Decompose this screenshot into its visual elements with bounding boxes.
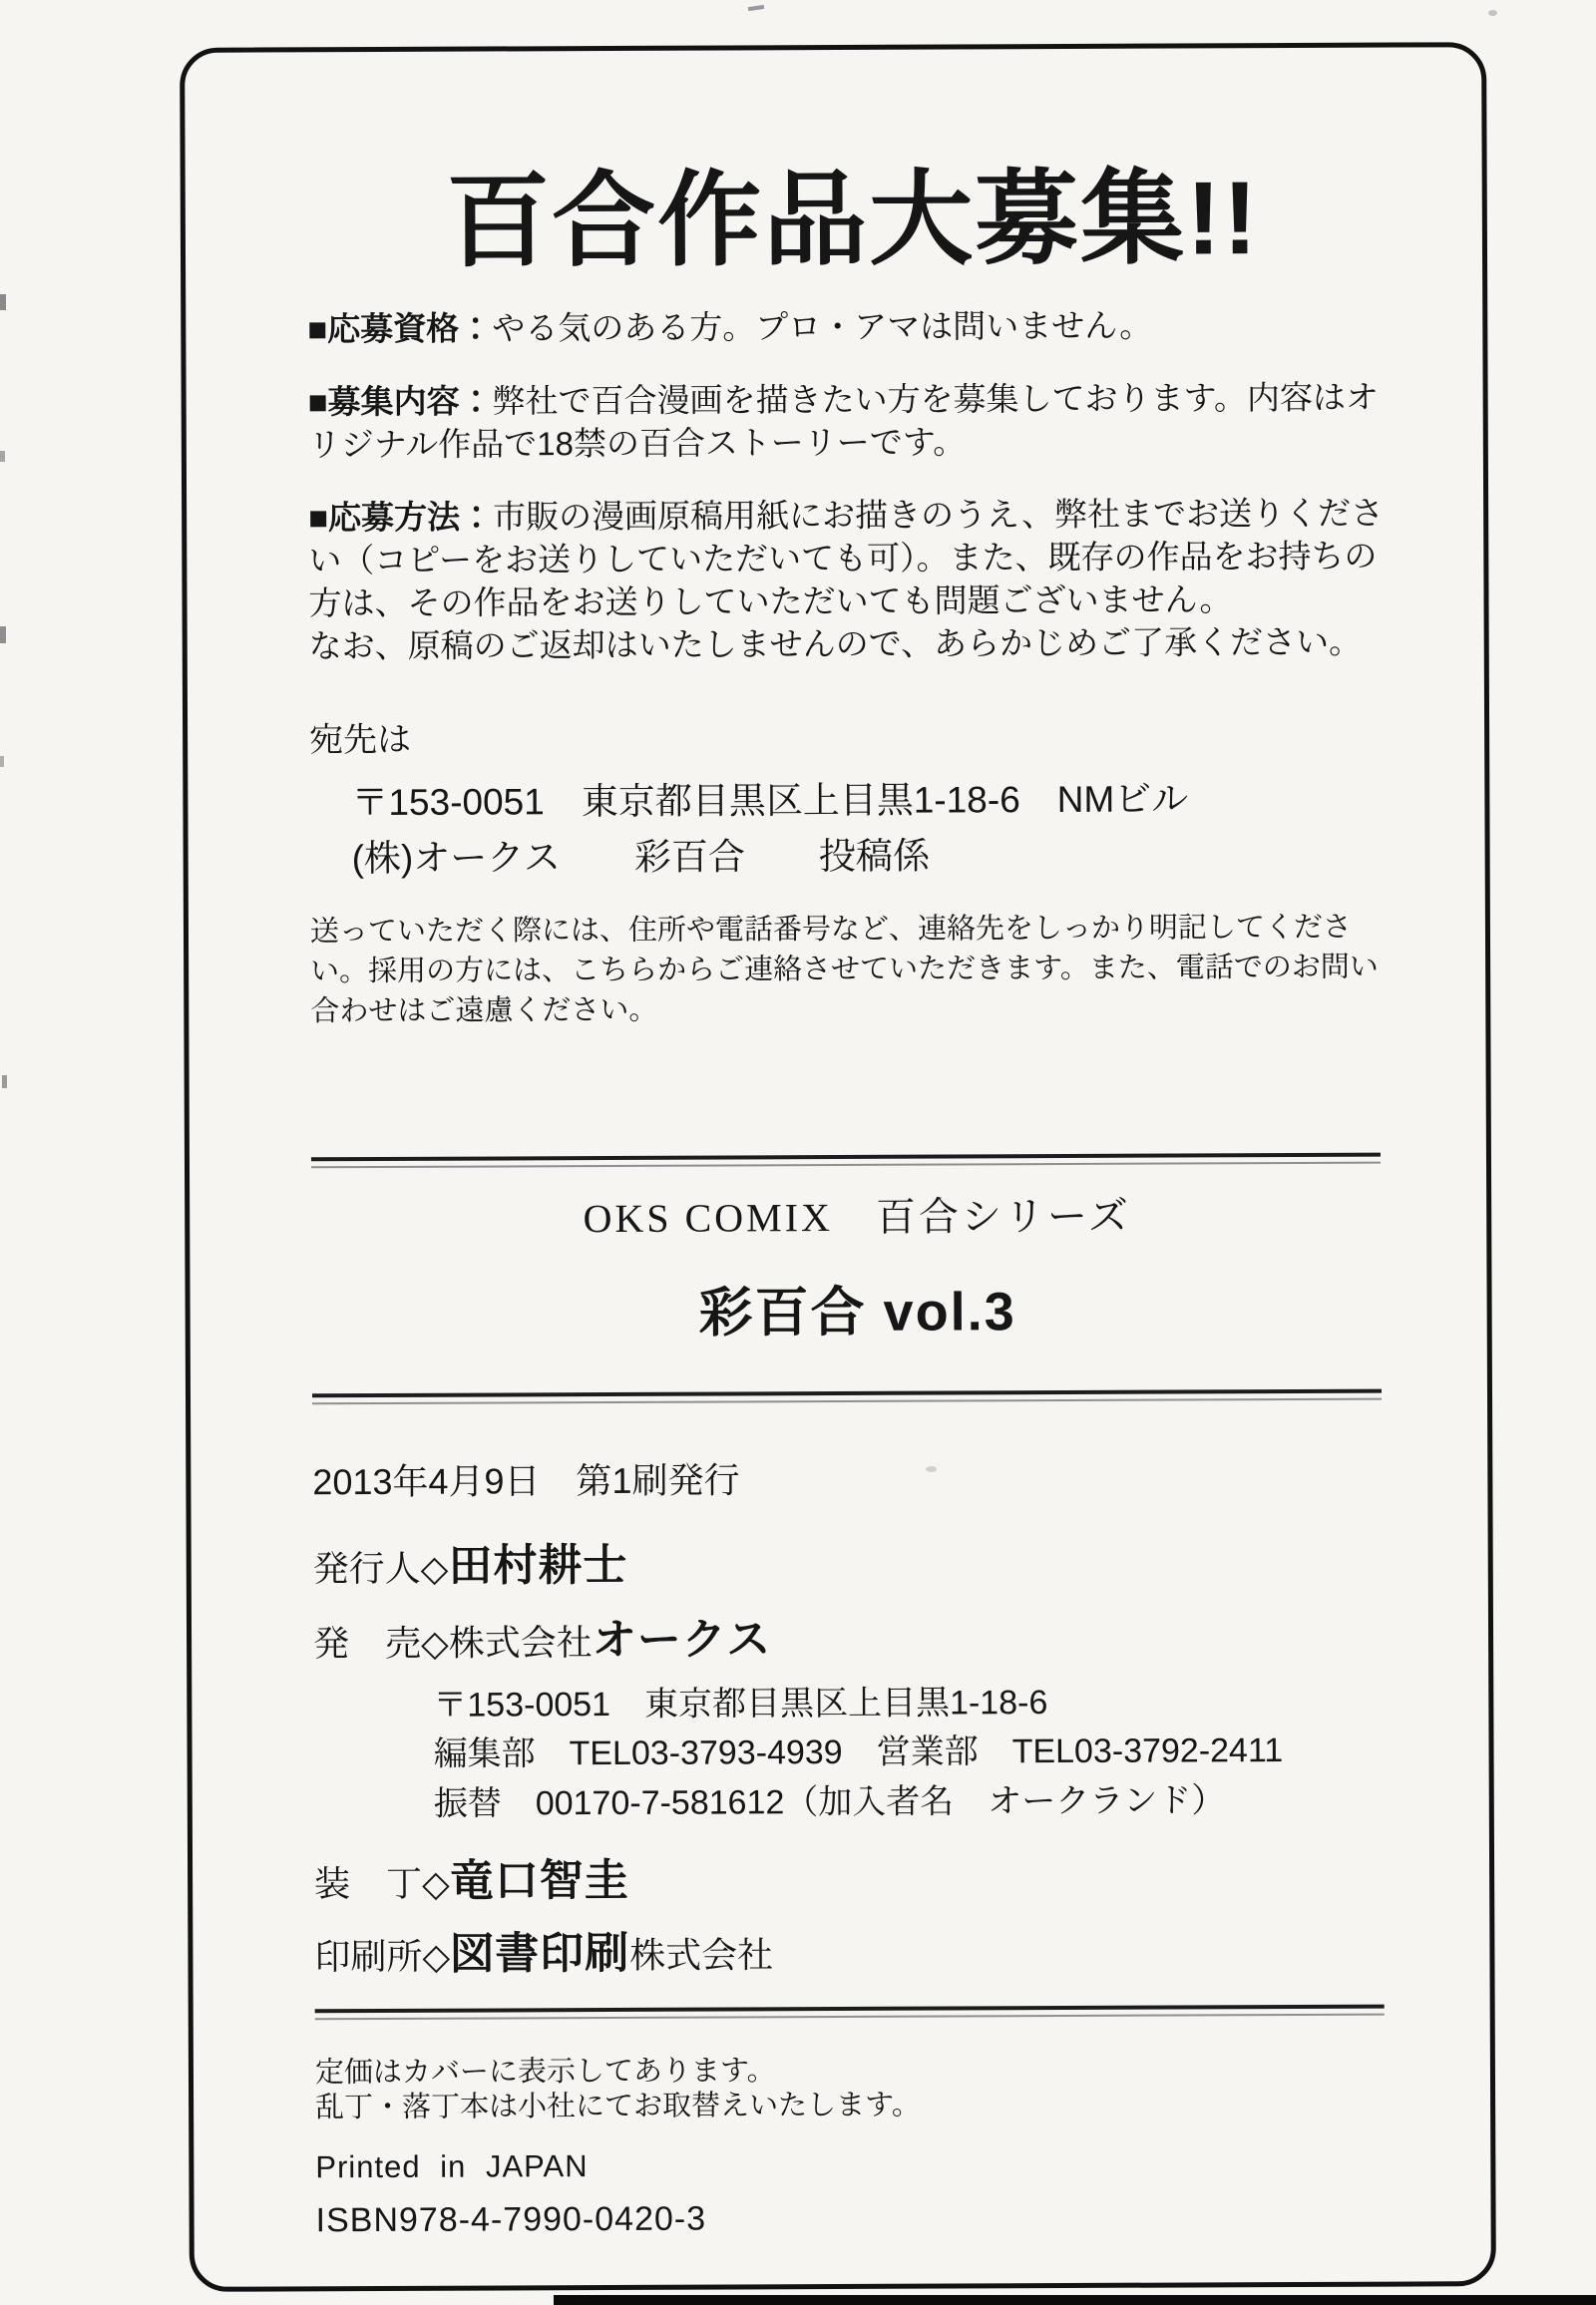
defective-copy-note: 乱丁・落丁本は小社にてお取替えいたします。 <box>315 2089 921 2124</box>
price-note: 定価はカバーに表示してあります。 <box>314 2055 776 2090</box>
separator-rule-middle <box>312 1388 1382 1404</box>
paragraph-text: やる気のある方。プロ・アマは問いません。 <box>492 306 1153 347</box>
seller-label: 発 売◇ <box>312 1622 449 1665</box>
paragraph-label: ■応募方法： <box>308 498 494 537</box>
paragraph-text: 弊社で百合漫画を描きたい方を募集しております。内容はオリジナル作品で18禁の百合ストーリーです。 <box>307 378 1380 464</box>
submission-address-line2: (株)オークス 彩百合 投稿係 <box>351 835 931 879</box>
scan-speck <box>748 5 764 11</box>
paragraph-qualifications <box>307 304 1398 352</box>
scan-speck <box>0 294 6 310</box>
paragraph-text-continued: なお、原稿のご返却はいたしませんので、あらかじめご了承ください。 <box>308 622 1363 664</box>
printer-label: 印刷所◇ <box>314 1935 451 1978</box>
recruitment-title: 百合作品大募集!! <box>445 161 1260 280</box>
designer-name: 竜口智圭 <box>449 1855 629 1906</box>
scan-speck <box>0 451 5 462</box>
publisher-person-line <box>313 1533 1404 1595</box>
paragraph-contents <box>308 377 1399 468</box>
address-heading: 宛先は <box>309 720 412 759</box>
series-name: OKS COMIX 百合シリーズ <box>583 1193 1131 1241</box>
paragraph-text: 市販の漫画原稿用紙にお描きのうえ、弊社までお送りください（コピーをお送りしていただいても可）。また、既存の作品をお持ちの方は、その作品をお送りしていただいても問題ございません。 <box>308 494 1385 622</box>
separator-rule-top <box>311 1152 1381 1168</box>
separator-rule-bottom <box>315 2005 1385 2021</box>
postal-transfer-account: 振替 00170-7-581612（加入者名 オークランド） <box>433 1780 1226 1823</box>
scan-edge-artifact <box>554 2295 1596 2305</box>
edition-date-line: 2013年4月9日 第1刷発行 <box>312 1459 740 1503</box>
publisher-person-label: 発行人◇ <box>312 1547 449 1589</box>
publisher-address: 〒153-0051 東京都目黒区上目黒1-18-6 <box>433 1684 1048 1725</box>
printed-in-japan: Printed in JAPAN <box>315 2147 589 2185</box>
paragraph-label: ■応募資格： <box>307 309 493 348</box>
printer-company-suffix: 株式会社 <box>629 1934 774 1976</box>
submission-note: 送っていただく際には、住所や電話番号など、連絡先をしっかり明記してください。採用の方には、こちらからご連絡させていただきます。また、電話でのお問い合わせはご遠慮ください。 <box>309 911 1379 1027</box>
book-design-line <box>314 1848 1405 1910</box>
scan-speck <box>926 1466 937 1472</box>
scan-speck <box>0 626 6 643</box>
printer-line <box>314 1922 1405 1984</box>
paragraph-label: ■募集内容： <box>307 382 493 421</box>
submission-address-line1: 〒153-0051 東京都目黒区上目黒1-18-6 NMビル <box>351 778 1189 823</box>
scan-speck <box>0 756 4 767</box>
seller-company-name: オークス <box>592 1615 772 1665</box>
isbn-number: ISBN978-4-7990-0420-3 <box>315 2199 707 2240</box>
paragraph-how-to-apply <box>308 493 1400 668</box>
design-label: 装 丁◇ <box>314 1862 450 1905</box>
publisher-phone-numbers: 編集部 TEL03-3793-4939 営業部 TEL03-3792-2411 <box>433 1731 1284 1773</box>
book-title: 彩百合 vol.3 <box>698 1281 1016 1344</box>
publisher-details-block <box>433 1677 1405 1828</box>
scan-speck <box>2 1075 7 1088</box>
publisher-person-name: 田村耕士 <box>448 1540 628 1591</box>
page-border-frame <box>180 42 1496 2292</box>
seller-line <box>313 1608 1404 1670</box>
seller-company-prefix: 株式会社 <box>448 1621 593 1664</box>
printer-company-name: 図書印刷 <box>450 1928 630 1979</box>
scan-speck <box>1488 10 1497 16</box>
